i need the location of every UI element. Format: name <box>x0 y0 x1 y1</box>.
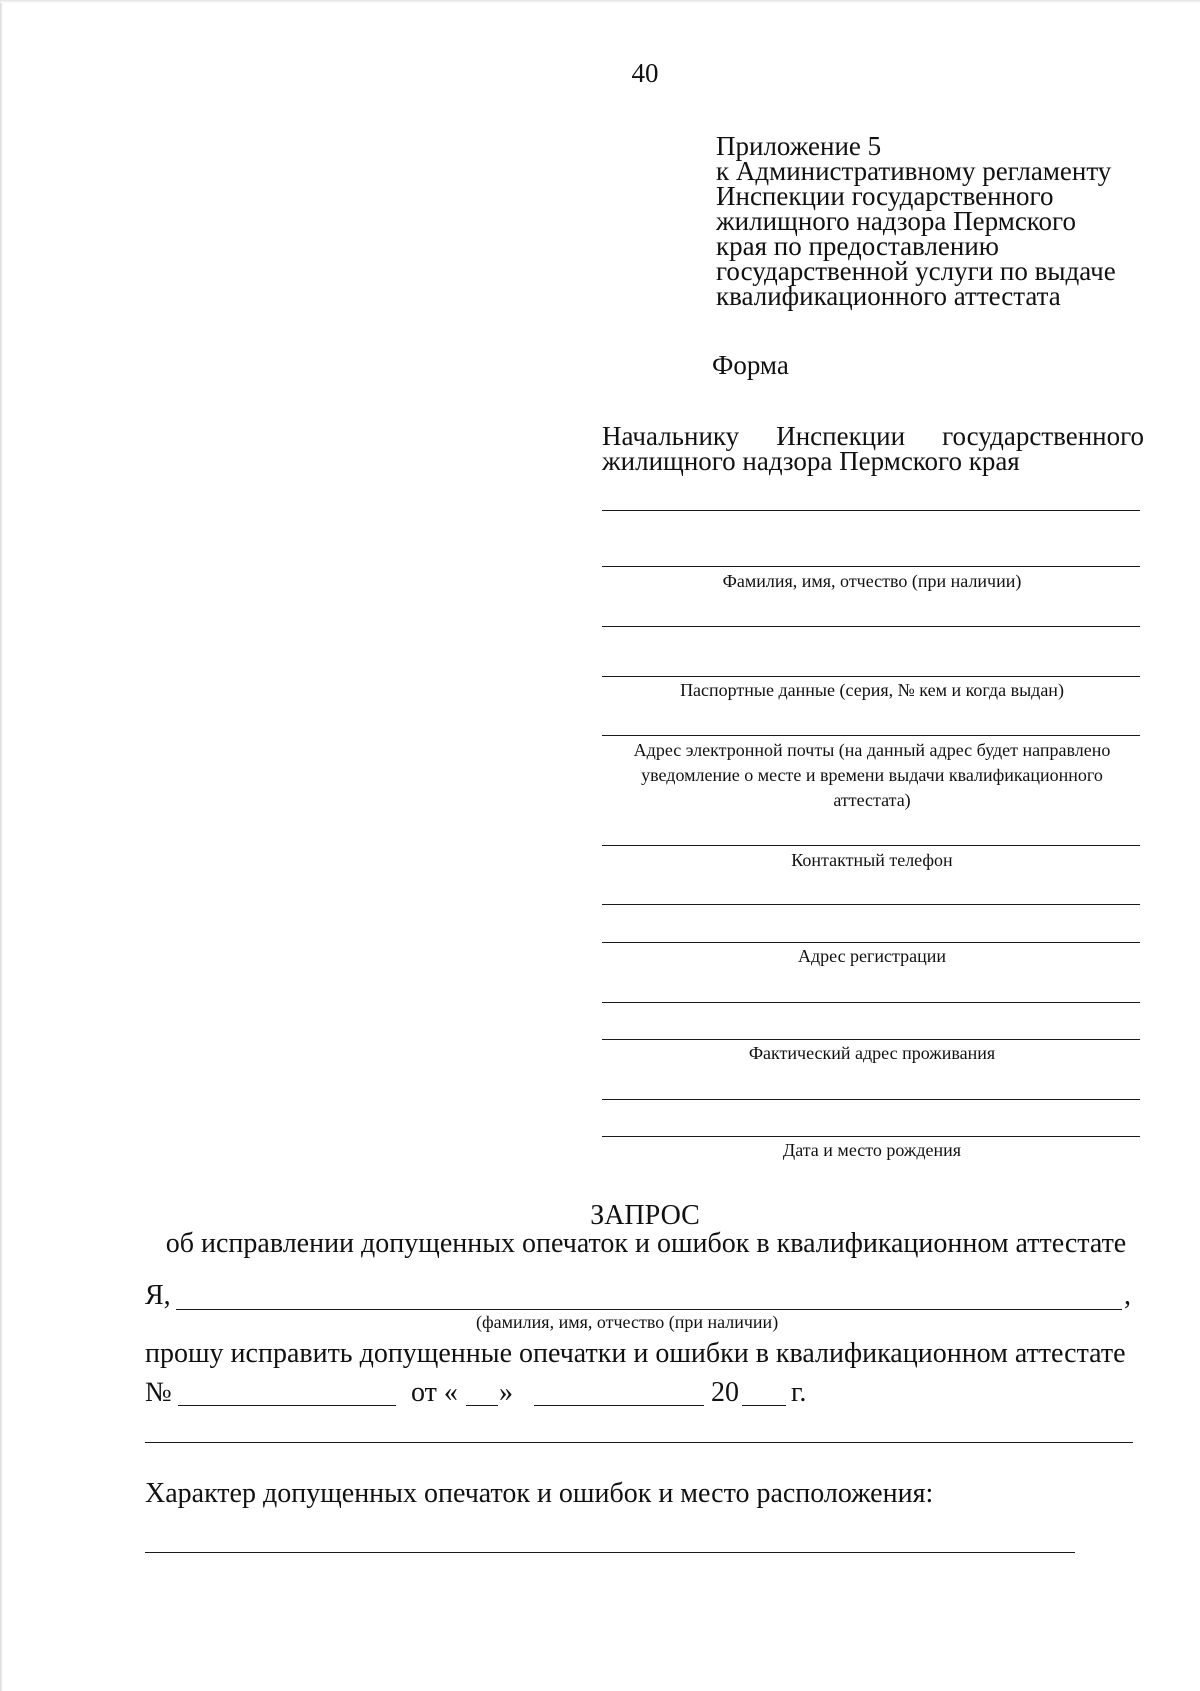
comma: , <box>1124 1280 1131 1311</box>
phone-caption: Контактный телефон <box>791 850 953 870</box>
full-name-field-line-1[interactable] <box>602 510 1140 511</box>
applicant-name-field-line[interactable] <box>176 1309 1122 1310</box>
scan-edge-top <box>0 0 1200 3</box>
addressee-line-2: жилищного надзора Пермского края <box>602 446 1020 476</box>
email-field-line[interactable] <box>602 735 1140 736</box>
addressee-block <box>602 421 1144 476</box>
appendix-line: Инспекции государственного <box>716 181 1054 211</box>
day-field-line[interactable] <box>466 1405 498 1406</box>
registration-field-line-2[interactable] <box>602 942 1140 943</box>
passport-caption: Паспортные данные (серия, № кем и когда выдан) <box>680 680 1064 700</box>
registration-field-line-1[interactable] <box>602 904 1140 905</box>
passport-field-line-1[interactable] <box>602 626 1140 627</box>
request-text: прошу исправить допущенные опечатки и ошибки в квалификационном аттестате <box>145 1338 1126 1369</box>
email-caption-line-2: уведомление о месте и времени выдачи квалификационного <box>641 765 1103 785</box>
residence-caption: Фактический адрес проживания <box>748 1043 996 1063</box>
email-caption-line-1: Адрес электронной почты (на данный адрес будет направлено <box>633 740 1111 760</box>
errors-nature-field-line[interactable] <box>145 1552 1075 1553</box>
number-sign: № <box>145 1377 172 1408</box>
additional-field-line[interactable] <box>145 1442 1133 1443</box>
quote-close: » <box>499 1377 513 1408</box>
request-subtitle: об исправлении допущенных опечаток и ошибок в квалификационном аттестате <box>165 1228 1127 1259</box>
applicant-name-caption: (фамилия, имя, отчество (при наличии) <box>476 1312 779 1332</box>
scan-edge <box>0 0 3 1691</box>
birth-caption: Дата и место рождения <box>782 1140 962 1160</box>
year-suffix: г. <box>791 1377 807 1408</box>
birth-field-line-1[interactable] <box>602 1099 1140 1100</box>
errors-nature-label: Характер допущенных опечаток и ошибок и место расположения: <box>145 1478 934 1509</box>
passport-field-line-2[interactable] <box>602 676 1140 677</box>
appendix-line: государственной услуги по выдаче <box>716 256 1116 286</box>
phone-field-line[interactable] <box>602 845 1140 846</box>
year-field-line[interactable] <box>742 1405 786 1406</box>
residence-field-line-1[interactable] <box>602 1002 1140 1003</box>
full-name-field-line-2[interactable] <box>602 566 1140 567</box>
i-label: Я, <box>145 1280 171 1311</box>
registration-caption: Адрес регистрации <box>797 946 947 966</box>
email-caption-line-3: аттестата) <box>833 790 911 810</box>
appendix-line: края по предоставлению <box>716 231 999 261</box>
birth-field-line-2[interactable] <box>602 1136 1140 1137</box>
appendix-line: жилищного надзора Пермского <box>716 206 1076 236</box>
form-label: Форма <box>712 350 789 380</box>
certificate-number-field-line[interactable] <box>178 1405 396 1406</box>
appendix-line: к Административному регламенту <box>716 156 1112 186</box>
year-prefix: 20 <box>711 1377 739 1408</box>
appendix-line: квалификационного аттестата <box>716 281 1061 311</box>
appendix-line: Приложение 5 <box>716 131 882 161</box>
page-number: 40 <box>631 58 659 88</box>
residence-field-line-2[interactable] <box>602 1039 1140 1040</box>
addressee-line-1: Начальнику Инспекции государственного <box>602 421 1144 451</box>
appendix-header <box>716 131 1186 311</box>
month-field-line[interactable] <box>534 1405 704 1406</box>
request-title: ЗАПРОС <box>590 1200 700 1231</box>
from-label: от « <box>411 1377 458 1408</box>
full-name-caption: Фамилия, имя, отчество (при наличии) <box>722 571 1022 591</box>
